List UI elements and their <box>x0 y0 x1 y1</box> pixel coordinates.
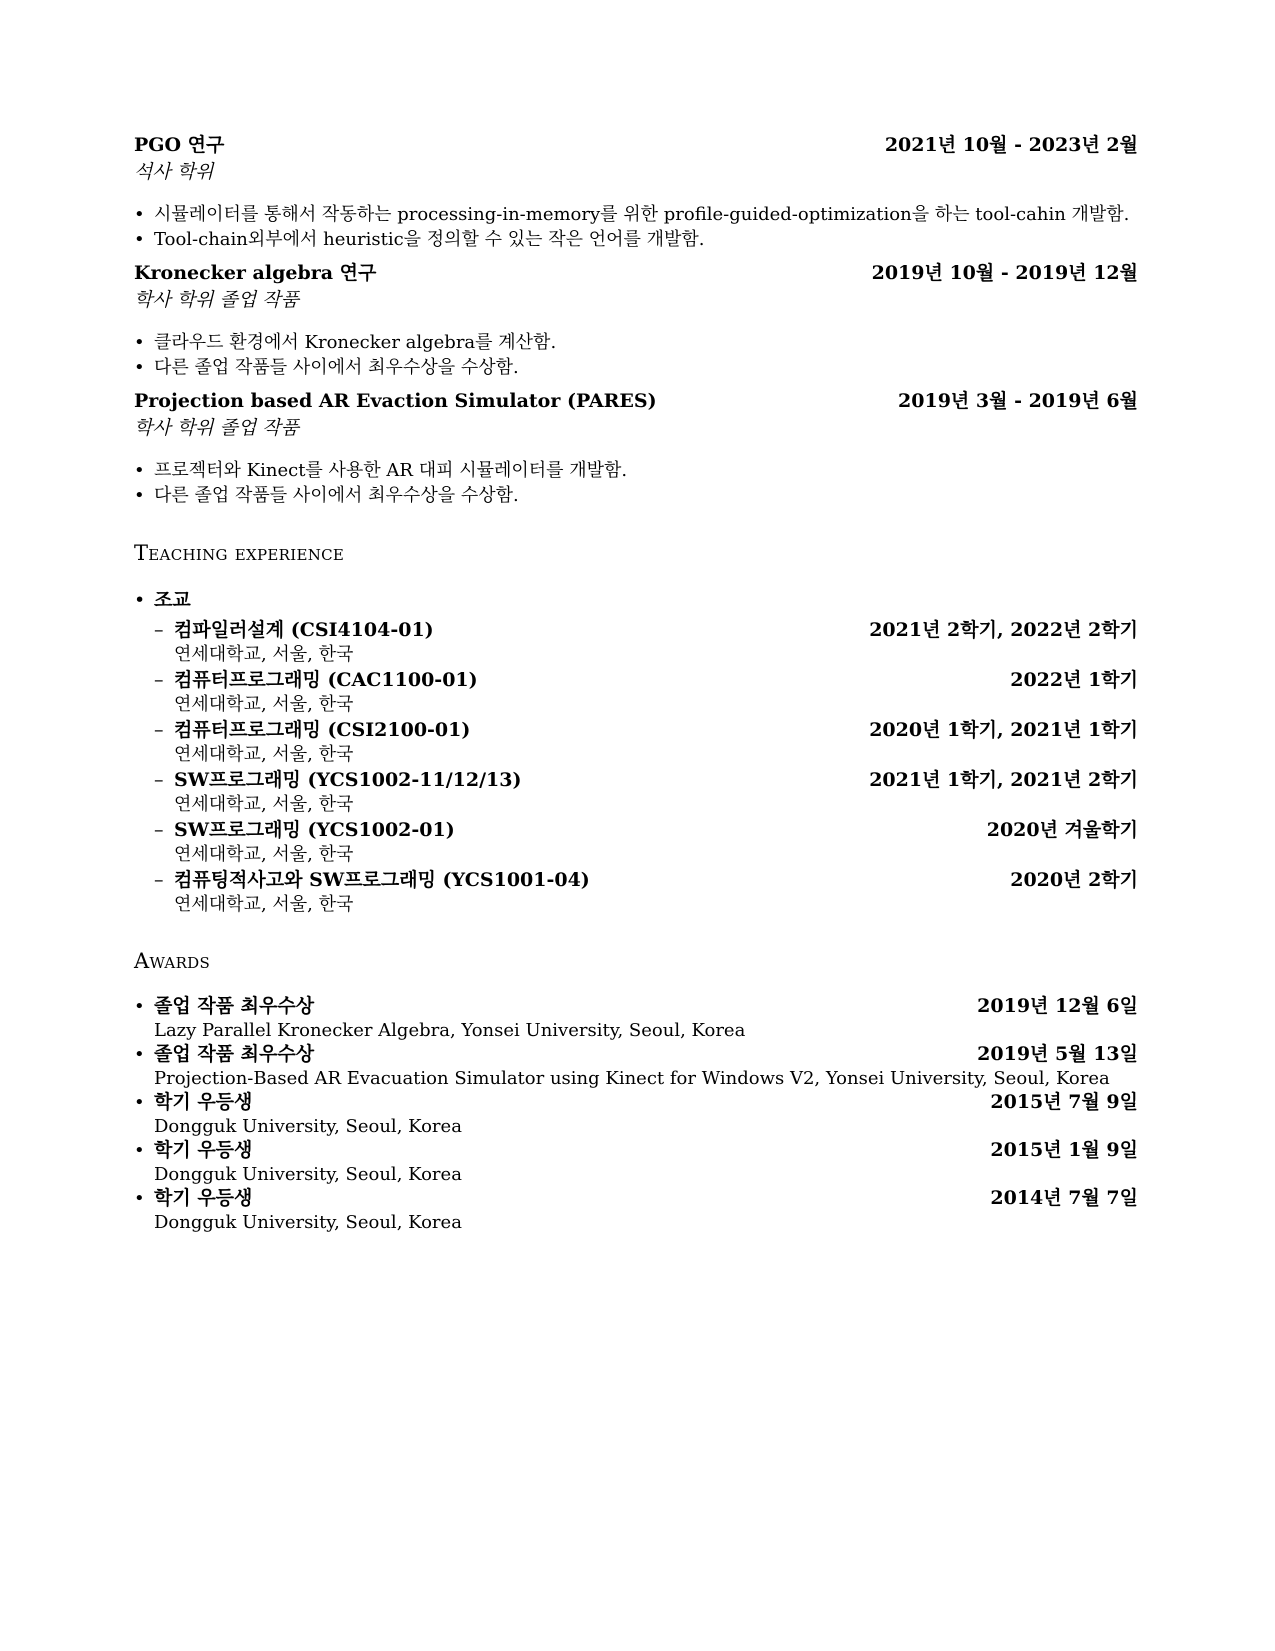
course-term: 2021년 2학기, 2022년 2학기 <box>869 619 1138 641</box>
award-description: Projection-Based AR Evacuation Simulator using Kinect for Windows V2, Yonsei University, Seoul, Korea <box>154 1068 1110 1089</box>
course-name: – 컴퓨터프로그래밍 (CSI2100-01) <box>154 718 470 743</box>
award-header <box>154 1042 1138 1067</box>
teaching-course-list <box>134 618 1138 916</box>
project-subtitle: 학사 학위 졸업 작품 <box>134 417 299 439</box>
project-bullets <box>134 330 1138 380</box>
course-location: 연세대학교, 서울, 한국 <box>174 794 354 815</box>
award-header <box>154 1138 1138 1163</box>
course-location: 연세대학교, 서울, 한국 <box>174 744 354 765</box>
course-name: – 컴파일러설계 (CSI4104-01) <box>154 618 434 643</box>
award-title: • 학기 우등생 <box>154 1139 253 1161</box>
list-item <box>134 1090 1138 1138</box>
award-description: Dongguk University, Seoul, Korea <box>154 1212 462 1233</box>
project-header <box>134 130 1138 160</box>
award-description: Lazy Parallel Kronecker Algebra, Yonsei University, Seoul, Korea <box>154 1020 746 1041</box>
section-heading-awards: Awards <box>134 949 211 973</box>
list-item <box>154 668 1138 716</box>
list-item <box>134 1138 1138 1186</box>
course-term: 2020년 1학기, 2021년 1학기 <box>869 719 1138 741</box>
award-title: • 졸업 작품 최우수상 <box>154 1043 315 1065</box>
award-date: 2014년 7월 7일 <box>990 1187 1138 1209</box>
course-header <box>154 818 1138 843</box>
award-title: • 학기 우등생 <box>154 1187 253 1209</box>
project-entry <box>134 130 1138 252</box>
list-item <box>154 868 1138 916</box>
project-subtitle: 학사 학위 졸업 작품 <box>134 289 299 311</box>
project-title: Kronecker algebra 연구 <box>134 262 377 284</box>
award-date: 2015년 7월 9일 <box>990 1091 1138 1113</box>
course-location: 연세대학교, 서울, 한국 <box>174 844 354 865</box>
project-title: Projection based AR Evaction Simulator (PARES) <box>134 390 657 412</box>
project-bullet: • 클라우드 환경에서 Kronecker algebra를 계산함. <box>134 330 1138 355</box>
course-name: – SW프로그래밍 (YCS1002-01) <box>154 818 455 843</box>
project-title: PGO 연구 <box>134 134 225 156</box>
course-term: 2022년 1학기 <box>1010 669 1138 691</box>
course-name: – SW프로그래밍 (YCS1002-11/12/13) <box>154 768 521 793</box>
award-date: 2019년 12월 6일 <box>977 995 1138 1017</box>
course-term: 2020년 2학기 <box>1010 869 1138 891</box>
course-term: 2021년 1학기, 2021년 2학기 <box>869 769 1138 791</box>
project-date: 2019년 3월 - 2019년 6월 <box>898 390 1138 412</box>
list-item <box>154 768 1138 816</box>
course-location: 연세대학교, 서울, 한국 <box>174 644 354 665</box>
list-item <box>134 1042 1138 1090</box>
project-bullets <box>134 202 1138 252</box>
list-item <box>154 818 1138 866</box>
course-header <box>154 618 1138 643</box>
project-bullet: • Tool-chain외부에서 heuristic을 정의할 수 있는 작은 언어를 개발함. <box>134 227 1138 252</box>
award-date: 2015년 1월 9일 <box>990 1139 1138 1161</box>
project-bullet: • 프로젝터와 Kinect를 사용한 AR 대피 시뮬레이터를 개발함. <box>134 458 1138 483</box>
section-heading-teaching: Teaching experience <box>134 541 345 565</box>
list-item <box>154 618 1138 666</box>
teaching-role: • 조교 <box>134 586 1138 614</box>
list-item <box>154 718 1138 766</box>
award-header <box>154 1186 1138 1211</box>
project-header <box>134 258 1138 288</box>
course-header <box>154 718 1138 743</box>
resume-content <box>134 130 1138 1234</box>
list-item <box>134 1186 1138 1234</box>
award-date: 2019년 5월 13일 <box>977 1043 1138 1065</box>
project-bullet: • 시뮬레이터를 통해서 작동하는 processing-in-memory를 위한 profile-guided-optimization을 하는 tool-cahin 개발함. <box>134 202 1138 227</box>
award-title: • 학기 우등생 <box>154 1091 253 1113</box>
award-header <box>154 1090 1138 1115</box>
project-entry <box>134 258 1138 380</box>
course-name: – 컴퓨팅적사고와 SW프로그래밍 (YCS1001-04) <box>154 868 590 893</box>
course-header <box>154 768 1138 793</box>
course-term: 2020년 겨울학기 <box>986 819 1138 841</box>
course-name: – 컴퓨터프로그래밍 (CAC1100-01) <box>154 668 478 693</box>
course-header <box>154 668 1138 693</box>
project-bullet: • 다른 졸업 작품들 사이에서 최우수상을 수상함. <box>134 355 1138 380</box>
award-description: Dongguk University, Seoul, Korea <box>154 1164 462 1185</box>
award-title: • 졸업 작품 최우수상 <box>154 995 315 1017</box>
project-entry <box>134 386 1138 508</box>
project-date: 2019년 10월 - 2019년 12월 <box>871 262 1138 284</box>
award-list <box>134 994 1138 1234</box>
project-subtitle: 석사 학위 <box>134 161 214 183</box>
course-location: 연세대학교, 서울, 한국 <box>174 694 354 715</box>
award-header <box>154 994 1138 1019</box>
project-header <box>134 386 1138 416</box>
course-location: 연세대학교, 서울, 한국 <box>174 894 354 915</box>
list-item <box>134 994 1138 1042</box>
project-bullet: • 다른 졸업 작품들 사이에서 최우수상을 수상함. <box>134 483 1138 508</box>
project-bullets <box>134 458 1138 508</box>
course-header <box>154 868 1138 893</box>
award-description: Dongguk University, Seoul, Korea <box>154 1116 462 1137</box>
project-date: 2021년 10월 - 2023년 2월 <box>884 134 1138 156</box>
